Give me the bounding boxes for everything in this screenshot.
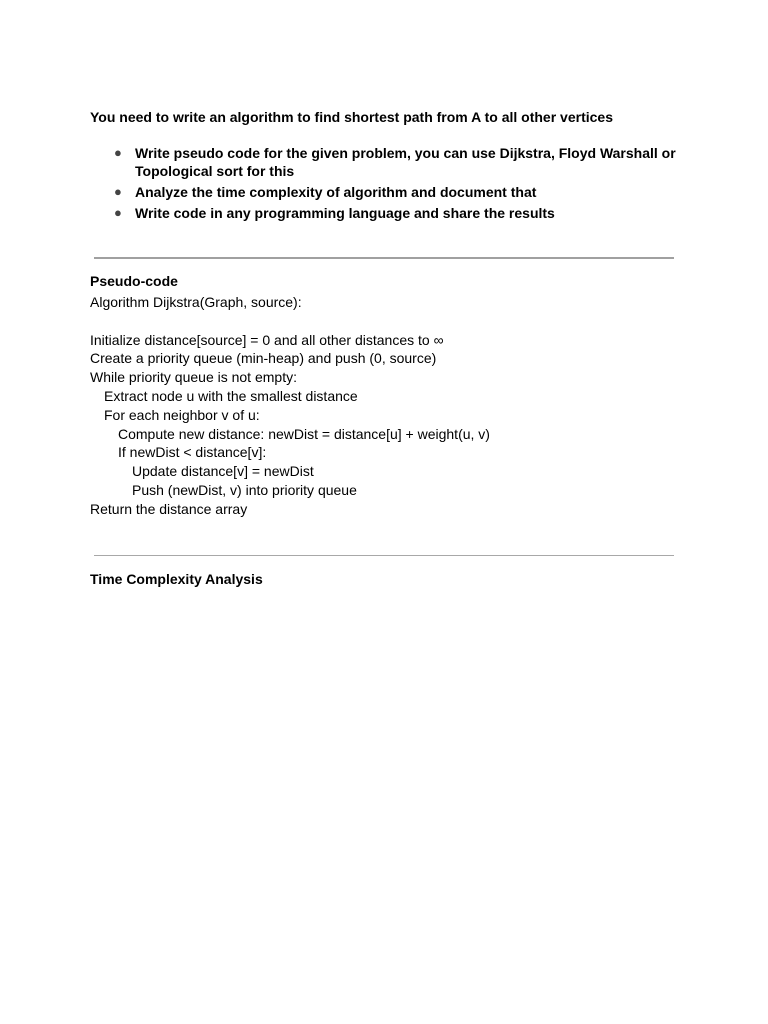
pseudocode-line: Return the distance array — [90, 500, 248, 517]
section-divider — [94, 555, 674, 556]
complexity-heading: Time Complexity Analysis — [90, 571, 263, 587]
list-item — [90, 144, 690, 180]
pseudocode-line: For each neighbor v of u: — [104, 406, 260, 423]
pseudocode-line: While priority queue is not empty: — [90, 369, 297, 386]
task-list — [90, 144, 690, 225]
bullet-icon: ● — [114, 145, 122, 160]
pseudocode-line: Push (newDist, v) into priority queue — [132, 481, 357, 498]
task-text: Write pseudo code for the given problem, you can use Dijkstra, Floyd Warshall or Topological sort for this — [135, 145, 676, 179]
section-divider — [94, 257, 674, 259]
problem-statement: You need to write an algorithm to find shortest path from A to all other vertices — [90, 109, 613, 125]
pseudocode-line: Compute new distance: newDist = distance[u] + weight(u, v) — [118, 425, 490, 442]
bullet-icon: ● — [114, 205, 122, 220]
pseudocode-block — [90, 293, 710, 519]
pseudocode-line: Create a priority queue (min-heap) and push (0, source) — [90, 350, 437, 367]
task-text: Analyze the time complexity of algorithm and document that — [135, 184, 537, 200]
pseudocode-heading: Pseudo-code — [90, 273, 178, 289]
pseudocode-line: Extract node u with the smallest distance — [104, 387, 358, 404]
pseudocode-line: Initialize distance[source] = 0 and all other distances to ∞ — [90, 331, 444, 348]
pseudocode-blank-line — [90, 312, 710, 331]
pseudocode-line: Update distance[v] = newDist — [132, 463, 314, 480]
pseudocode-line: If newDist < distance[v]: — [118, 444, 267, 461]
list-item — [90, 183, 690, 201]
task-text: Write code in any programming language and share the results — [135, 205, 555, 221]
list-item — [90, 204, 690, 222]
bullet-icon: ● — [114, 184, 122, 199]
pseudocode-line: Algorithm Dijkstra(Graph, source): — [90, 294, 302, 310]
